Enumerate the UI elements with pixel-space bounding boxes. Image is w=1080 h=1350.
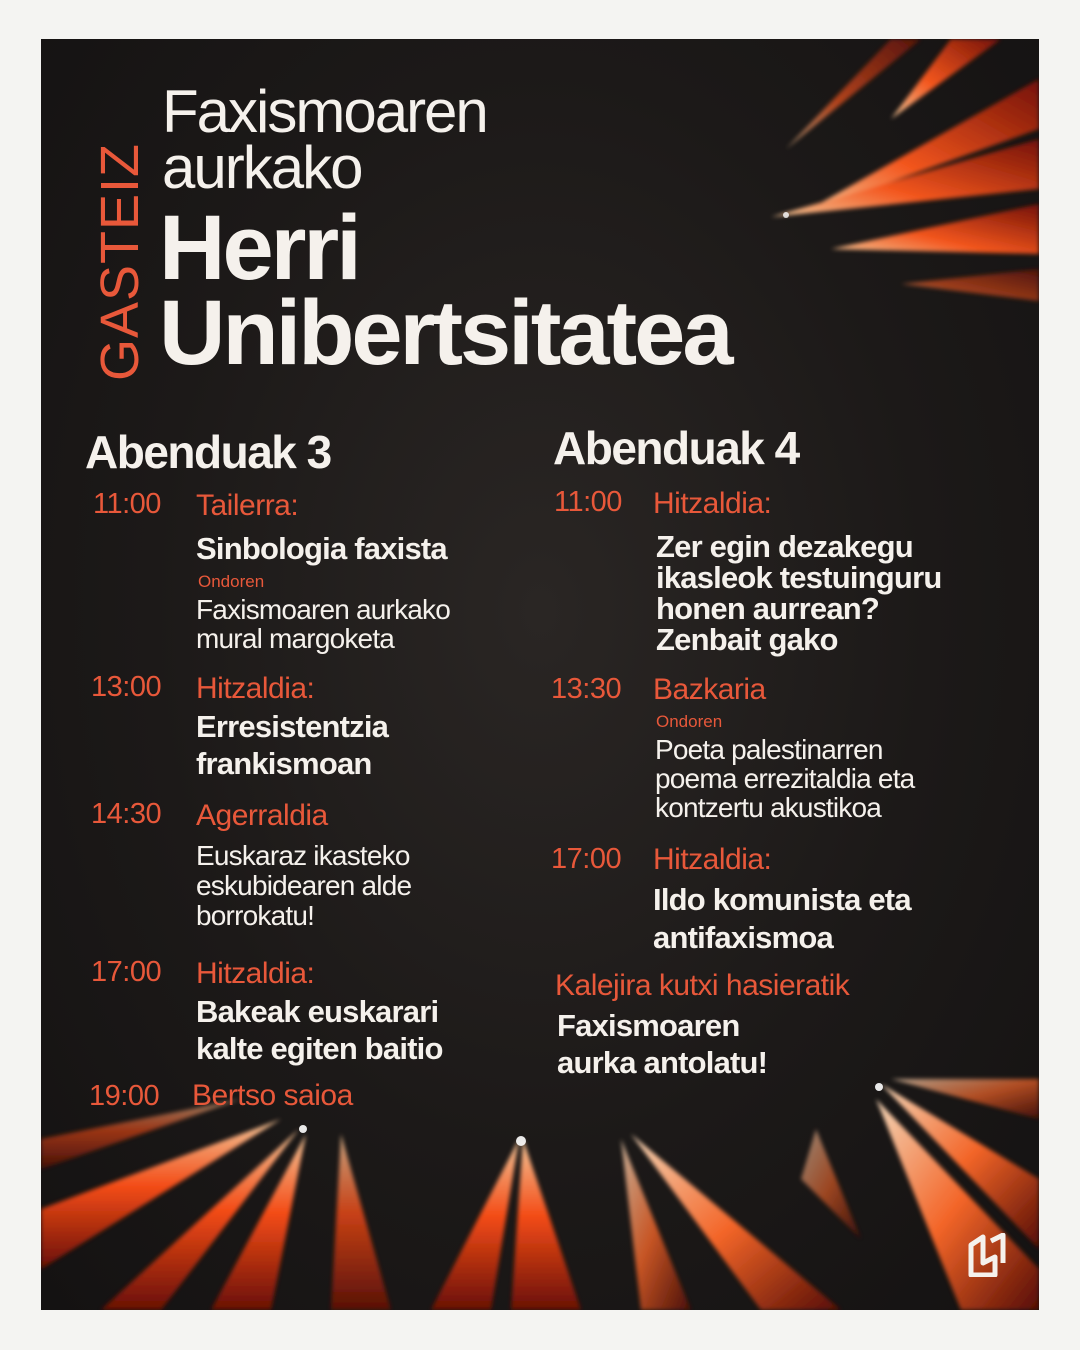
kalejira-title: Faxismoaren — [557, 1008, 740, 1043]
event-time: 17:00 — [91, 956, 162, 988]
event-title: honen aurrean? — [656, 591, 880, 626]
day1-title: Abenduak 3 — [85, 426, 331, 478]
event-title: kalte egiten baitio — [196, 1031, 443, 1066]
event-body: Euskaraz ikasteko — [196, 840, 410, 871]
city-label: GASTEIZ — [90, 142, 150, 381]
event-title: Erresistentzia — [196, 709, 389, 744]
event-title: antifaxismoa — [653, 920, 833, 955]
header-line-4: Unibertsitatea — [159, 282, 731, 384]
kalejira-title: aurka antolatu! — [557, 1045, 768, 1080]
day2-title: Abenduak 4 — [553, 422, 799, 474]
event-time: 11:00 — [554, 486, 622, 518]
event-time: 11:00 — [93, 488, 161, 520]
header-line-3: Herri — [159, 197, 359, 299]
event-title: Bakeak euskarari — [196, 994, 439, 1029]
event-kind: Hitzaldia: — [653, 843, 772, 876]
event-body: borrokatu! — [196, 900, 315, 931]
event-kind: Tailerra: — [196, 489, 299, 522]
event-kind: Hitzaldia: — [196, 672, 315, 705]
event-kind: Bazkaria — [653, 673, 766, 706]
event-title: Zenbait gako — [656, 622, 838, 657]
event-title: Ildo komunista eta — [653, 882, 911, 917]
header-line-2: aurkako — [162, 134, 362, 201]
event-after-text: poema errezitaldia eta — [655, 763, 915, 794]
event-time: 14:30 — [91, 798, 162, 830]
event-time: 13:30 — [551, 673, 622, 705]
event-time: 17:00 — [551, 843, 622, 875]
kalejira-kind: Kalejira kutxi hasieratik — [555, 969, 850, 1002]
event-after-text: Faxismoaren aurkako — [196, 594, 451, 625]
event-body: eskubidearen alde — [196, 870, 412, 901]
event-kind: Hitzaldia: — [653, 487, 772, 520]
event-title: Sinbologia faxista — [196, 531, 447, 566]
event-kind: Bertso saioa — [192, 1079, 353, 1112]
event-title: frankismoan — [196, 746, 372, 781]
event-after-text: mural margoketa — [196, 623, 395, 654]
event-kind: Agerraldia — [196, 799, 328, 832]
event-title: Zer egin dezakegu — [656, 529, 913, 564]
event-after-text: Poeta palestinarren — [655, 734, 883, 765]
event-time: 13:00 — [91, 671, 162, 703]
event-kind: Hitzaldia: — [196, 957, 315, 990]
event-after-label: Ondoren — [656, 712, 723, 731]
event-after-label: Ondoren — [198, 572, 265, 591]
header-line-1: Faxismoaren — [162, 78, 487, 145]
poster — [41, 39, 1039, 1310]
event-title: ikasleok testuinguru — [656, 560, 942, 595]
event-after-text: kontzertu akustikoa — [655, 792, 882, 823]
organization-logo-icon — [967, 1233, 1007, 1277]
event-time: 19:00 — [89, 1080, 160, 1112]
